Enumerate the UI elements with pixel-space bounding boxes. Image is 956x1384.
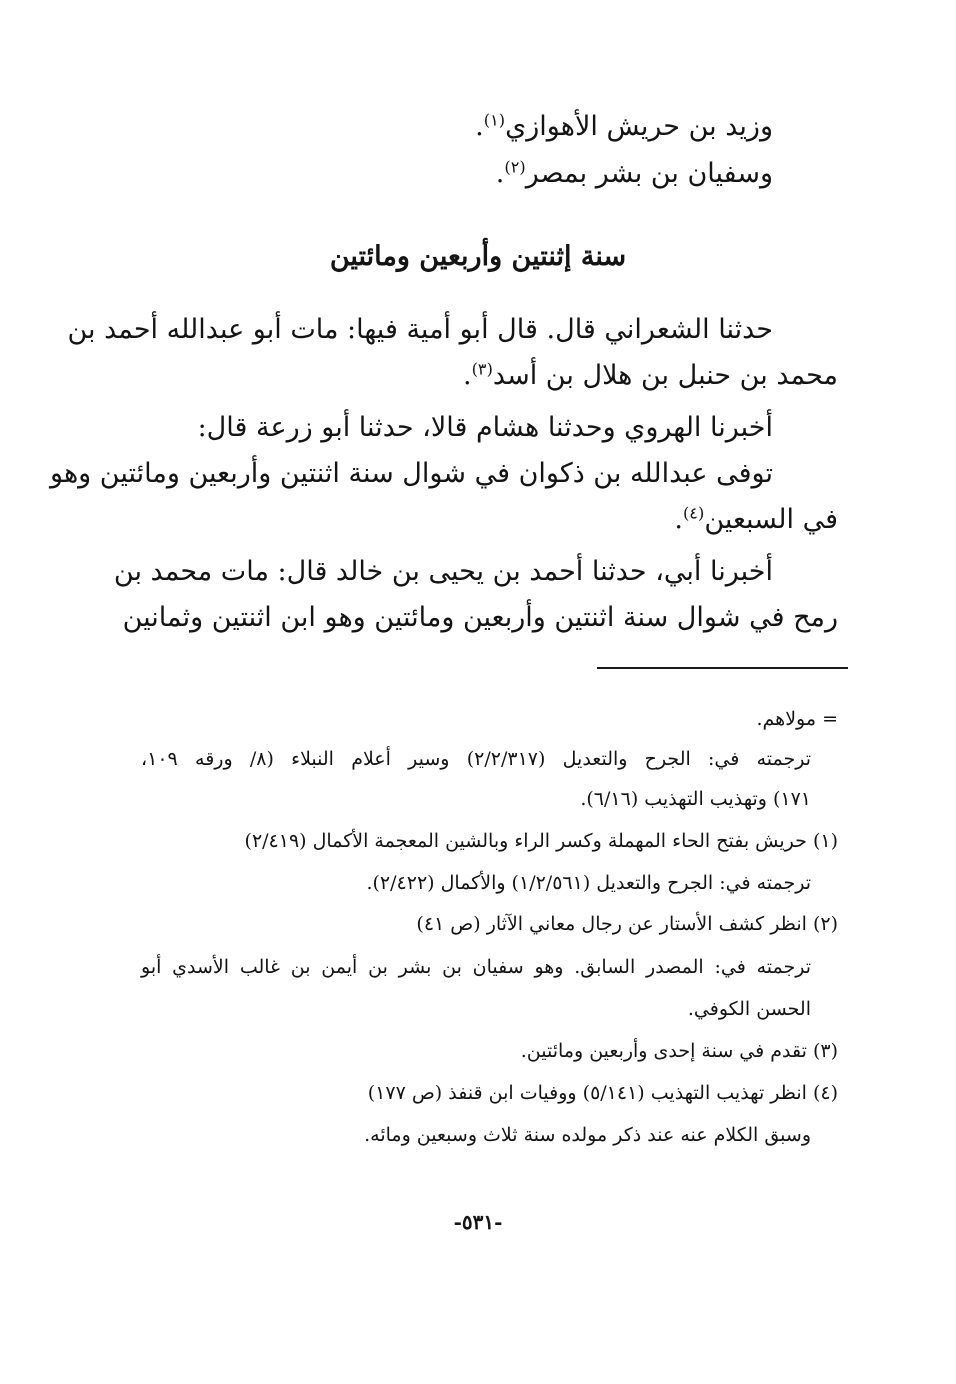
footnote-2-line-2: ترجمته في: المصدر السابق. وهو سفيان بن بشر بن أيمن بن غالب الأسدي أبو <box>141 956 811 978</box>
footnote-continuation-line-3: ١٧١) وتهذيب التهذيب (٦/١٦). <box>580 788 811 810</box>
footnote-ref-3[interactable]: (٣) <box>471 359 493 379</box>
paragraph-3-line-2: رمح في شوال سنة اثنتين وأربعين ومائتين وهو ابن اثنتين وثمانين <box>122 602 838 633</box>
footnote-ref-2[interactable]: (٢) <box>504 157 526 177</box>
section-heading: سنة إثنتين وأربعين ومائتين <box>329 241 627 272</box>
page-number: -٥٣١- <box>453 1210 503 1234</box>
entry-text: وزيد بن حريش الأهوازي <box>505 111 773 142</box>
paragraph-3-line-1: أخبرنا أبي، حدثنا أحمد بن يحيى بن خالد قال: مات محمد بن <box>113 556 773 587</box>
footnote-2-line-3: الحسن الكوفي. <box>687 998 811 1020</box>
paragraph-2-line-1: أخبرنا الهروي وحدثنا هشام قالا، حدثنا أبو زرعة قال: <box>197 412 773 443</box>
entry-sufyan: وسفيان بن بشر بمصر$^{(٢)}$. <box>495 157 773 189</box>
footnote-3-line-1: (٣) تقدم في سنة إحدى وأربعين ومائتين. <box>520 1040 838 1062</box>
paragraph-2-line-3: في السبعين$^{(٤)}$. <box>674 503 838 535</box>
footnote-4-line-2: وسبق الكلام عنه عند ذكر مولده سنة ثلاث وسبعين ومائه. <box>364 1124 811 1146</box>
footnote-ref-4[interactable]: (٤) <box>682 503 705 523</box>
entry-text: وسفيان بن بشر بمصر <box>525 158 773 189</box>
paragraph-1-line-2: محمد بن حنبل بن هلال بن أسد$^{(٣)}$. <box>462 359 838 391</box>
footnote-divider <box>597 667 848 669</box>
paragraph-2-line-2: توفى عبدالله بن ذكوان في شوال سنة اثنتين وأربعين ومائتين وهو <box>50 458 773 489</box>
footnote-continuation-line-2: ترجمته في: الجرح والتعديل (٢/٢/٣١٧) وسير أعلام النبلاء (٨/ ورقه ١٠٩، <box>141 748 811 770</box>
footnote-continuation-line-1: = مولاهم. <box>756 708 838 730</box>
footnote-1-line-2: ترجمته في: الجرح والتعديل (١/٢/٥٦١) والأكمال (٢/٤٢٢). <box>366 872 811 894</box>
footnote-2-line-1: (٢) انظر كشف الأستار عن رجال معاني الآثار (ص ٤١) <box>416 913 838 935</box>
footnote-4-line-1: (٤) انظر تهذيب التهذيب (٥/١٤١) ووفيات ابن قنفذ (ص ١٧٧) <box>367 1082 838 1104</box>
paragraph-1-line-1: حدثنا الشعراني قال. قال أبو أمية فيها: مات أبو عبدالله أحمد بن <box>67 314 773 345</box>
entry-zayd: وزيد بن حريش الأهوازي$^{(١)}$. <box>475 110 773 142</box>
footnote-1-line-1: (١) حريش بفتح الحاء المهملة وكسر الراء وبالشين المعجمة الأكمال (٢/٤١٩) <box>244 830 838 852</box>
footnote-ref-1[interactable]: (١) <box>483 110 506 130</box>
